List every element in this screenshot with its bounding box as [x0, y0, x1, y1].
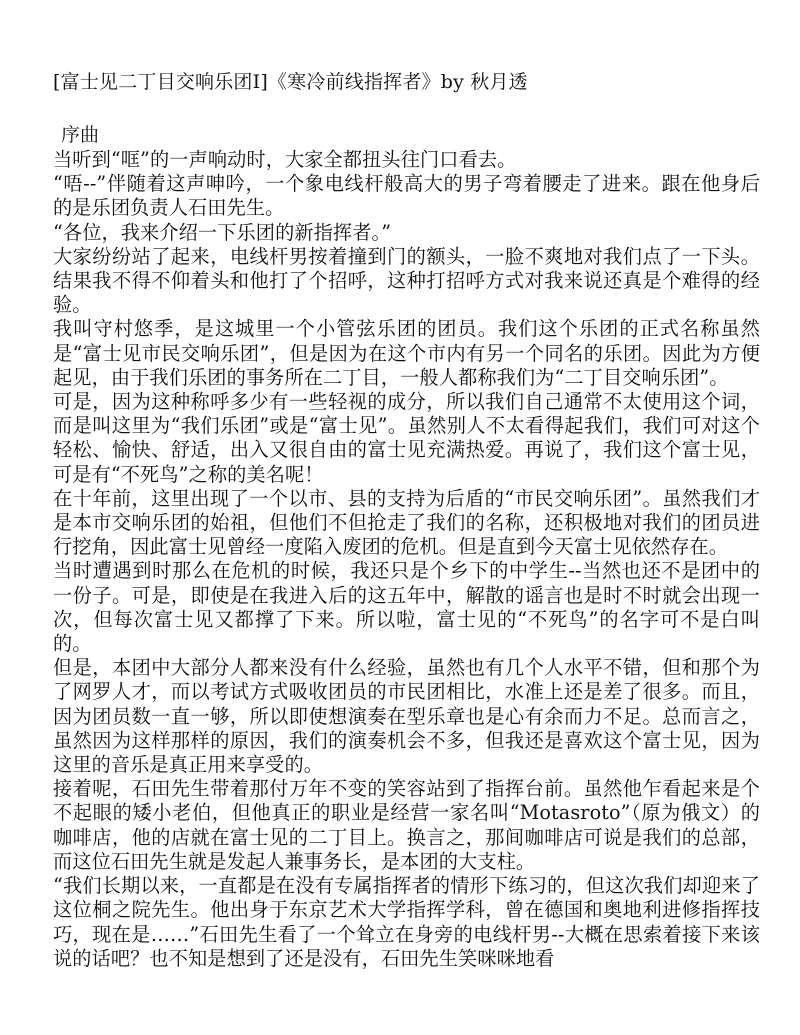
paragraph: 大家纷纷站了起来，电线杆男按着撞到门的额头，一脸不爽地对我们点了一下头。结果我不得不仰着头和他打了个招呼，这种打招呼方式对我来说还真是个难得的经验。 — [53, 244, 760, 317]
paragraph: 当时遭遇到时那么在危机的时候，我还只是个乡下的中学生--当然也还不是团中的一份子。可是，即使是在我进入后的这五年中，解散的谣言也是时不时就会出现一次，但每次富士见又都撑了下来。所以啦，富士见的“不死鸟”的名字可不是白叫的。 — [53, 559, 760, 656]
paragraph: 我叫守村悠季，是这城里一个小管弦乐团的团员。我们这个乐团的正式名称虽然是“富士见市民交响乐团”，但是因为在这个市内有另一个同名的乐团。因此为方便起见，由于我们乐团的事务所在二丁目，一般人都称我们为“二丁目交响乐团”。 — [53, 317, 760, 389]
paragraph: 接着呢，石田先生带着那付万年不变的笑容站到了指挥台前。虽然他乍看起来是个不起眼的矮小老伯，但他真正的职业是经营一家名叫“Motasroto”（原为俄文）的咖啡店，他的店就在富士见的二丁目上。换言之，那间咖啡店可说是我们的总部，而这位石田先生就是发起人兼事务长，是本团的大支柱。 — [53, 777, 760, 873]
paragraph: “唔--”伴随着这声呻吟，一个象电线杆般高大的男子弯着腰走了进来。跟在他身后的是乐团负责人石田先生。 — [53, 172, 760, 220]
paragraph: 当听到“哐”的一声响动时，大家全都扭头往门口看去。 — [53, 148, 517, 171]
paragraph: 但是，本团中大部分人都来没有什么经验，虽然也有几个人水平不错，但和那个为了网罗人才，而以考试方式吸收团员的市民团相比，水准上还是差了很多。而且，因为团员数一直一够，所以即使想演奏在型乐章也是心有余而力不足。总而言之，虽然因为这样那样的原因，我们的演奏机会不多，但我还是喜欢这个富士见，因为这里的音乐是真正用来享受的。 — [53, 656, 760, 777]
paragraph: “各位，我来介绍一下乐团的新指挥者。” — [53, 220, 392, 244]
paragraph: 在十年前，这里出现了一个以市、县的支持为后盾的“市民交响乐团”。虽然我们才是本市交响乐团的始祖，但他们不但抢走了我们的名称，还积极地对我们的团员进行挖角，因此富士见曾经一度陷入废团的危机。但是直到今天富士见依然存在。 — [53, 486, 760, 559]
paragraph: 可是，因为这种称呼多少有一些轻视的成分，所以我们自己通常不太使用这个词，而是叫这里为“我们乐团”或是“富士见”。虽然别人不太看得起我们，我们可对这个轻松、愉快、舒适，出入又很自由的富士见充满热爱。再说了，我们这个富士见，可是有“不死鸟”之称的美名呢！ — [53, 390, 760, 486]
document-title: [富士见二丁目交响乐团Ⅰ]《寒冷前线指挥者》by 秋月透 — [53, 71, 528, 93]
section-heading: 序曲 — [61, 124, 100, 146]
body-text — [53, 148, 760, 971]
paragraph: “我们长期以来，一直都是在没有专属指挥者的情形下练习的，但这次我们却迎来了这位桐之院先生。他出身于东京艺术大学指挥学科，曾在德国和奥地利进修指挥技巧，现在是……”石田先生看了一个耸立在身旁的电线杆男--大概在思索着接下来该说的话吧？也不知是想到了还是没有，石田先生笑咪咪地看 — [53, 874, 760, 970]
